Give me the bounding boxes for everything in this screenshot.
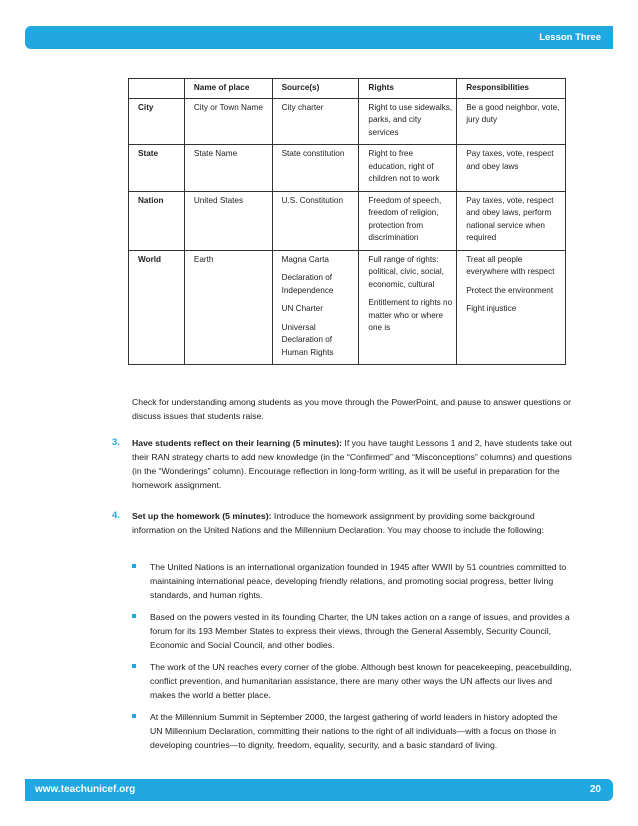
rights-cell: Right to free education, right of children not to work <box>359 145 457 192</box>
place-cell: United States <box>184 191 272 250</box>
step-lead: Have students reflect on their learning (5 minutes): <box>132 438 342 448</box>
list-item: At the Millennium Summit in September 2000, the largest gathering of world leaders in history adopted the UN Millennium Declaration, committing their nations to the right of all individuals—with a focus on those in developing countries—to dignity, freedom, equality, security, and a basic standard of living. <box>132 710 572 752</box>
step-lead: Set up the homework (5 minutes): <box>132 511 272 521</box>
sources-cell: U.S. Constitution <box>272 191 359 250</box>
bullet-square-icon <box>132 664 136 668</box>
table-row <box>129 145 566 192</box>
column-header <box>129 79 185 99</box>
responsibilities-cell: Treat all people everywhere with respect Protect the environment Fight injustice <box>457 250 566 365</box>
step-number: 3. <box>112 437 120 448</box>
step-3 <box>112 436 574 492</box>
table-row <box>129 191 566 250</box>
column-header: Name of place <box>184 79 272 99</box>
list-item: Based on the powers vested in its founding Charter, the UN takes action on a range of issues, and provides a forum for its 193 Member States to express their views, through the General Assembly, Security Council, Economic and Social Council, and other bodies. <box>132 610 572 652</box>
header-banner <box>25 26 613 49</box>
responsibilities-cell: Pay taxes, vote, respect and obey laws, perform national service when required <box>457 191 566 250</box>
rights-cell: Right to use sidewalks, parks, and city services <box>359 98 457 145</box>
page-number: 20 <box>589 784 601 795</box>
sources-cell: State constitution <box>272 145 359 192</box>
sources-cell: Magna Carta Declaration of Independence UN Charter Universal Declaration of Human Rights <box>272 250 359 365</box>
step-text: If you have taught Lessons 1 and 2, have students take out their RAN strategy charts to add new knowledge (in the “Confirmed” and “Misconceptions” columns) and questions (in the “Wonderings” column). Encourage reflection in long-form writing, as it will be useful in preparation for the homework assignment. <box>132 438 572 490</box>
step-number: 4. <box>112 510 120 521</box>
list-item: The work of the UN reaches every corner of the globe. Although best known for peacekeeping, peacebuilding, conflict prevention, and humanitarian assistance, there are many other ways the UN affects our lives and makes the world a better place. <box>132 660 572 702</box>
bullet-square-icon <box>132 614 136 618</box>
column-header: Source(s) <box>272 79 359 99</box>
column-header: Responsibilities <box>457 79 566 99</box>
place-cell: Earth <box>184 250 272 365</box>
lesson-title: Lesson Three <box>539 32 601 43</box>
table-row <box>129 98 566 145</box>
step-text: Introduce the homework assignment by providing some background information on the United Nations and the Millennium Declaration. You may choose to include the following: <box>132 511 544 535</box>
rights-cell: Full range of rights: political, civic, social, economic, cultural Entitlement to rights no matter who or where one is <box>359 250 457 365</box>
column-header: Rights <box>359 79 457 99</box>
rights-table <box>128 78 566 365</box>
responsibilities-cell: Pay taxes, vote, respect and obey laws <box>457 145 566 192</box>
bullet-square-icon <box>132 564 136 568</box>
rights-cell: Freedom of speech, freedom of religion, protection from discrimination <box>359 191 457 250</box>
sources-cell: City charter <box>272 98 359 145</box>
footer-url[interactable]: www.teachunicef.org <box>35 784 136 795</box>
check-paragraph: Check for understanding among students as you move through the PowerPoint, and pause to answer questions or discuss issues that students raise. <box>132 397 571 421</box>
responsibilities-cell: Be a good neighbor, vote, jury duty <box>457 98 566 145</box>
step-4 <box>112 509 574 537</box>
row-level: Nation <box>129 191 185 250</box>
table-header-row <box>129 79 566 99</box>
table-row <box>129 250 566 365</box>
row-level: City <box>129 98 185 145</box>
bullet-list <box>132 560 572 760</box>
footer-banner <box>25 779 613 801</box>
place-cell: City or Town Name <box>184 98 272 145</box>
row-level: World <box>129 250 185 365</box>
row-level: State <box>129 145 185 192</box>
bullet-square-icon <box>132 714 136 718</box>
list-item: The United Nations is an international organization founded in 1945 after WWII by 51 countries committed to maintaining international peace, developing friendly relations, and promoting social progress, better living standards, and human rights. <box>132 560 572 602</box>
place-cell: State Name <box>184 145 272 192</box>
